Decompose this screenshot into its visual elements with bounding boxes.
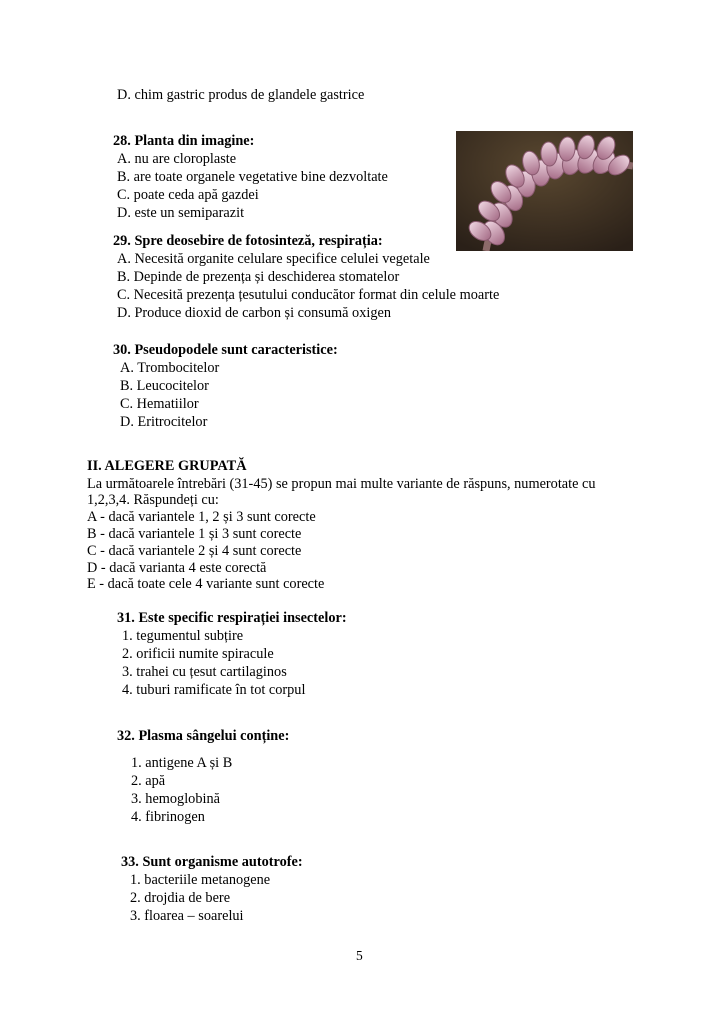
- q31-option-2: 2. orificii numite spiracule: [122, 646, 274, 662]
- plant-photo-icon: [456, 131, 633, 251]
- q29-title: 29. Spre deosebire de fotosinteză, respirația:: [113, 233, 383, 249]
- q28-title: 28. Planta din imagine:: [113, 133, 255, 149]
- q29-option-d: D. Produce dioxid de carbon și consumă oxigen: [117, 305, 391, 321]
- q33-option-2: 2. drojdia de bere: [130, 890, 231, 906]
- q31-option-1: 1. tegumentul subțire: [122, 628, 244, 644]
- rule-d: D - dacă varianta 4 este corectă: [87, 560, 267, 576]
- section-heading: II. ALEGERE GRUPATĂ: [87, 458, 247, 474]
- page-number: 5: [356, 948, 363, 963]
- q31-title: 31. Este specific respirației insectelor:: [117, 610, 347, 626]
- rule-e: E - dacă toate cele 4 variante sunt corecte: [87, 576, 325, 592]
- q28-option-d: D. este un semiparazit: [117, 205, 245, 221]
- q32-option-1: 1. antigene A și B: [131, 755, 233, 771]
- q30-option-a: A. Trombocitelor: [120, 360, 220, 376]
- section-intro-line-1: La următoarele întrebări (31-45) se propun mai multe variante de răspuns, numerotate cu: [87, 476, 596, 492]
- q32-option-3: 3. hemoglobină: [131, 791, 220, 807]
- q31-option-4: 4. tuburi ramificate în tot corpul: [122, 682, 306, 698]
- q29-option-c: C. Necesită prezența țesutului conducător format din celule moarte: [117, 287, 500, 303]
- q30-option-b: B. Leucocitelor: [120, 378, 209, 394]
- rule-c: C - dacă variantele 2 și 4 sunt corecte: [87, 543, 302, 559]
- section-intro-line-2: 1,2,3,4. Răspundeți cu:: [87, 492, 219, 508]
- q30-title: 30. Pseudopodele sunt caracteristice:: [113, 342, 338, 358]
- q28-option-a: A. nu are cloroplaste: [117, 151, 237, 167]
- q32-title: 32. Plasma sângelui conține:: [117, 728, 290, 744]
- q28-option-b: B. are toate organele vegetative bine dezvoltate: [117, 169, 388, 185]
- q30-option-c: C. Hematiilor: [120, 396, 199, 412]
- rule-a: A - dacă variantele 1, 2 și 3 sunt corecte: [87, 509, 316, 525]
- q29-option-a: A. Necesită organite celulare specifice celulei vegetale: [117, 251, 430, 267]
- q28-option-c: C. poate ceda apă gazdei: [117, 187, 259, 203]
- q27-option-d: D. chim gastric produs de glandele gastrice: [117, 87, 365, 103]
- q33-option-1: 1. bacteriile metanogene: [130, 872, 271, 888]
- q31-option-3: 3. trahei cu țesut cartilaginos: [122, 664, 287, 680]
- rule-b: B - dacă variantele 1 și 3 sunt corecte: [87, 526, 302, 542]
- q32-option-4: 4. fibrinogen: [131, 809, 205, 825]
- q30-option-d: D. Eritrocitelor: [120, 414, 208, 430]
- q33-option-3: 3. floarea – soarelui: [130, 908, 244, 924]
- q29-option-b: B. Depinde de prezența și deschiderea stomatelor: [117, 269, 400, 285]
- q33-title: 33. Sunt organisme autotrofe:: [121, 854, 303, 870]
- q32-option-2: 2. apă: [131, 773, 166, 789]
